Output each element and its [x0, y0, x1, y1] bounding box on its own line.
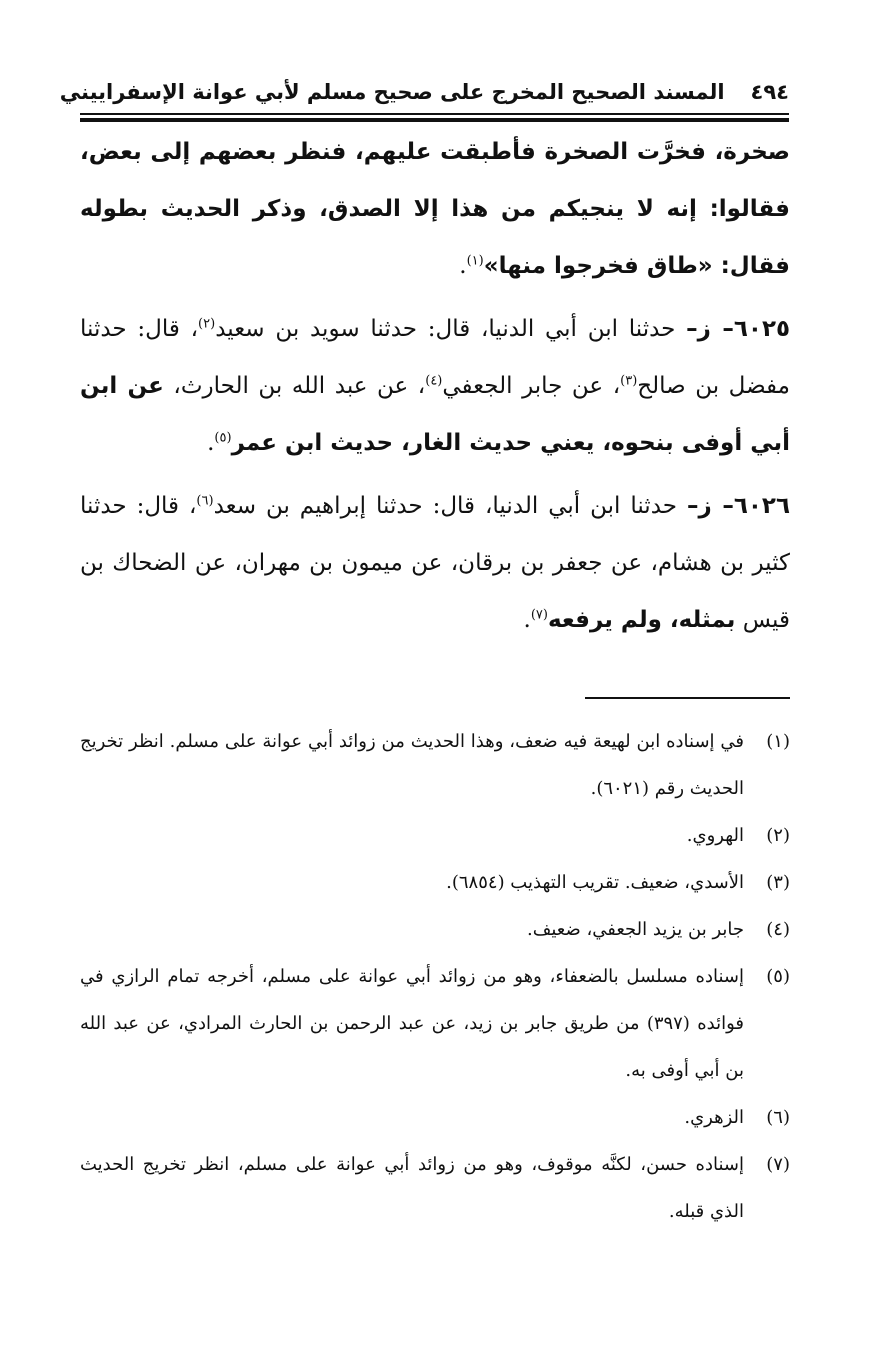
footnote-text: في إسناده ابن لهيعة فيه ضعف، وهذا الحديث من زوائد أبي عوانة على مسلم. انظر تخريج الحديث رقم (٦٠٢١). [80, 731, 744, 799]
hadith-text: حدثنا ابن أبي الدنيا، قال: حدثنا سويد بن سعيد [215, 316, 676, 342]
footnote-ref: (٣) [620, 373, 638, 389]
page-number: ٤٩٤ [750, 80, 789, 104]
footnote-text: جابر بن يزيد الجعفي، ضعيف. [526, 919, 744, 940]
footnote-marker: (٥) [766, 966, 790, 987]
footnote-marker: (١) [766, 731, 790, 752]
footnote [80, 859, 790, 906]
footnote-ref: (٢) [198, 316, 216, 332]
hadith-bold-text: بمثله، ولم يرفعه [547, 607, 736, 633]
footnote-text: إسناده مسلسل بالضعفاء، وهو من زوائد أبي عوانة على مسلم، أخرجه تمام الرازي في فوائده (٣٩٧) من طريق جابر بن زيد، عن عبد الرحمن بن الحارث المرادي، عن عبد الله بن أبي أوفى به. [80, 966, 744, 1081]
footnote [80, 718, 790, 812]
hadith-tail: . [207, 430, 215, 456]
footnote-ref: (١) [466, 253, 484, 269]
hadith-number: ٦٠٢٦ [733, 493, 790, 519]
header-rule-thick [80, 118, 789, 122]
header-rule-thin [80, 113, 789, 115]
footnote-text: الزهري. [684, 1107, 744, 1128]
running-title: المسند الصحيح المخرج على صحيح مسلم لأبي عوانة الإسفراييني [59, 80, 725, 104]
footnote-ref: (٥) [214, 430, 232, 446]
intro-tail: . [459, 253, 467, 279]
footnote-text: الأسدي، ضعيف. تقريب التهذيب (٦٨٥٤). [446, 872, 744, 893]
hadith-6026 [80, 478, 790, 649]
footnote-marker: (٦) [766, 1107, 790, 1128]
hadith-dash: – ز– [686, 493, 734, 519]
footnote-marker: (٣) [766, 872, 790, 893]
hadith-tail: . [523, 607, 531, 633]
hadith-dash: – ز– [686, 316, 734, 342]
footnotes [80, 718, 790, 1235]
running-header [59, 72, 789, 112]
footnote [80, 1094, 790, 1141]
hadith-bold-text: عن ابن أبي أوفى بنحوه، يعني حديث الغار، حديث ابن عمر [80, 373, 790, 456]
footnote-marker: (٧) [766, 1154, 790, 1175]
footnote-ref: (٦) [196, 493, 214, 509]
intro-bold-text: صخرة، فخرَّت الصخرة فأطبقت عليهم، فنظر بعضهم إلى بعض، فقالوا: إنه لا ينجيكم من هذا إلا الصدق، وذكر الحديث بطوله فقال: «طاق فخرجوا منها» [80, 139, 790, 279]
hadith-text: حدثنا ابن أبي الدنيا، قال: حدثنا إبراهيم بن سعد [213, 493, 677, 519]
hadith-6025 [80, 301, 790, 472]
hadith-number: ٦٠٢٥ [733, 316, 791, 342]
hadith-text: ، عن جابر الجعفي [442, 373, 621, 399]
footnote-marker: (٤) [766, 919, 790, 940]
footnote [80, 906, 790, 953]
main-text [80, 124, 790, 649]
footnote-text: الهروي. [686, 825, 744, 846]
footnote-ref: (٧) [530, 607, 548, 623]
footnote [80, 812, 790, 859]
footnote-separator [585, 697, 790, 699]
footnote-marker: (٢) [766, 825, 790, 846]
hadith-text: ، عن عبد الله بن الحارث، [163, 373, 426, 399]
hadith-text: ، قال: حدثنا مفضل بن صالح [80, 316, 790, 399]
footnote-ref: (٤) [425, 373, 443, 389]
footnote [80, 1141, 790, 1235]
intro-paragraph [80, 124, 790, 295]
footnote [80, 953, 790, 1094]
hadith-text: ، قال: حدثنا كثير بن هشام، عن جعفر بن برقان، عن ميمون بن مهران، عن الضحاك بن قيس [80, 493, 790, 633]
footnote-text: إسناده حسن، لكنَّه موقوف، وهو من زوائد أبي عوانة على مسلم، انظر تخريج الحديث الذي قبله. [80, 1154, 744, 1222]
